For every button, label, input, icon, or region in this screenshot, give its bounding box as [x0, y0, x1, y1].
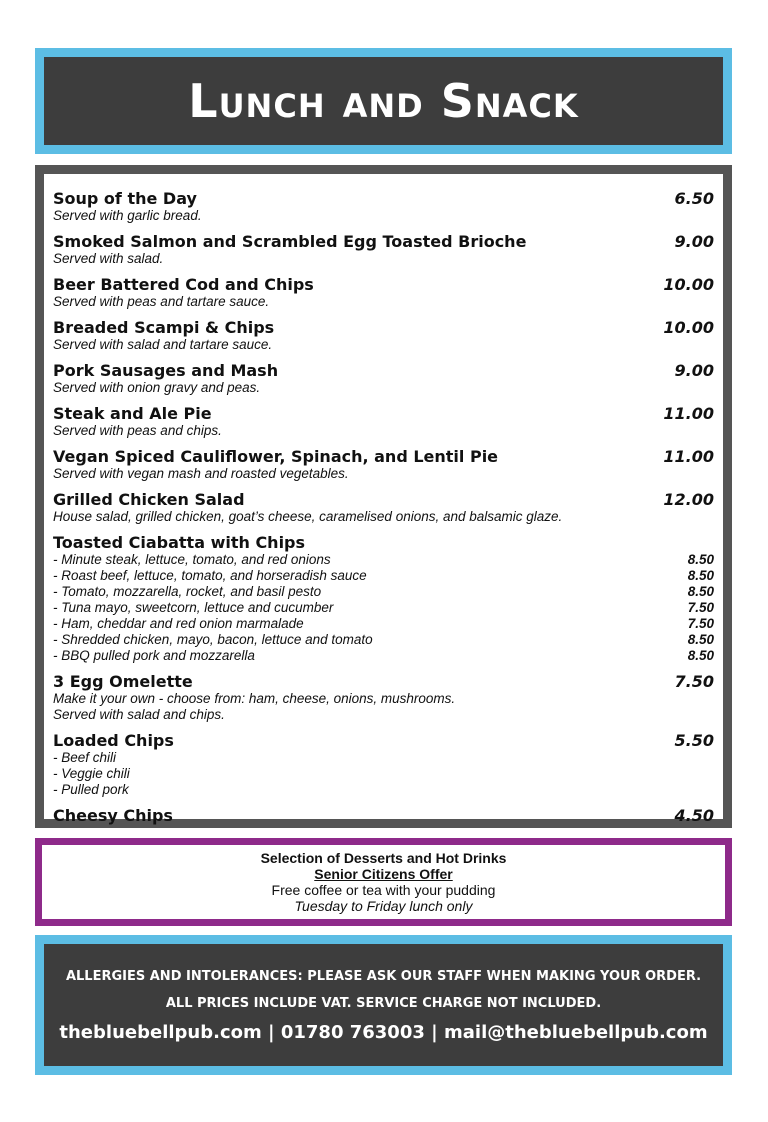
option-price: 8.50 [687, 584, 714, 599]
dessert-offer-panel [35, 838, 732, 926]
item-name: Beer Battered Cod and Chips [53, 275, 314, 294]
vat-notice: ALL PRICES INCLUDE VAT. SERVICE CHARGE NOT INCLUDED. [165, 995, 602, 1011]
item-name: Breaded Scampi & Chips [53, 318, 275, 337]
loaded-option: - Beef chili [53, 750, 117, 765]
item-name: Pork Sausages and Mash [53, 361, 279, 380]
item-description: Served with salad. [53, 251, 164, 266]
option-label: - Tuna mayo, sweetcorn, lettuce and cucumber [53, 600, 334, 615]
option-price: 8.50 [687, 648, 714, 663]
item-description: Served with salad and chips. [53, 707, 225, 722]
item-price: 11.00 [663, 404, 714, 423]
offer-text: Free coffee or tea with your pudding [271, 882, 496, 898]
option-price: 7.50 [687, 600, 714, 615]
item-name: Toasted Ciabatta with Chips [53, 533, 306, 552]
item-name: 3 Egg Omelette [53, 672, 193, 691]
option-label: - Shredded chicken, mayo, bacon, lettuce and tomato [53, 632, 373, 647]
item-name: Cheesy Chips [53, 806, 173, 825]
menu-item-cod [53, 276, 714, 310]
item-price: 10.00 [663, 318, 714, 337]
offer-title: Selection of Desserts and Hot Drinks [260, 850, 507, 866]
item-price: 12.00 [663, 490, 714, 509]
item-price: 5.50 [674, 731, 714, 750]
item-price: 9.00 [674, 232, 714, 251]
option-label: - Roast beef, lettuce, tomato, and horseradish sauce [53, 568, 367, 583]
menu-item-chicken-salad [53, 491, 714, 525]
ciabatta-option [53, 600, 714, 616]
item-price: 10.00 [663, 275, 714, 294]
item-price: 4.50 [674, 806, 714, 825]
option-label: - BBQ pulled pork and mozzarella [53, 648, 255, 663]
item-price: 9.00 [674, 361, 714, 380]
item-name: Soup of the Day [53, 189, 197, 208]
option-label: - Minute steak, lettuce, tomato, and red onions [53, 552, 331, 567]
item-description: Served with garlic bread. [53, 208, 202, 223]
item-name: Steak and Ale Pie [53, 404, 212, 423]
ciabatta-option [53, 584, 714, 600]
option-price: 8.50 [687, 632, 714, 647]
item-description: Served with vegan mash and roasted vegetables. [53, 466, 349, 481]
title-banner [35, 48, 732, 154]
item-description: House salad, grilled chicken, goat’s cheese, caramelised onions, and balsamic glaze. [53, 509, 563, 524]
item-description: Make it your own - choose from: ham, cheese, onions, mushrooms. [53, 691, 456, 706]
page-title: Lunch and Snack [188, 74, 579, 128]
ciabatta-option [53, 568, 714, 584]
menu-item-omelette [53, 673, 714, 723]
item-price: 7.50 [674, 672, 714, 691]
option-label: - Ham, cheddar and red onion marmalade [53, 616, 304, 631]
footer-banner [35, 935, 732, 1075]
menu-item-loaded-chips [53, 732, 714, 798]
option-price: 8.50 [687, 568, 714, 583]
allergy-notice: ALLERGIES AND INTOLERANCES: PLEASE ASK OUR STAFF WHEN MAKING YOUR ORDER. [65, 968, 702, 984]
item-description: Served with peas and chips. [53, 423, 222, 438]
item-name: Grilled Chicken Salad [53, 490, 245, 509]
item-description: Served with onion gravy and peas. [53, 380, 261, 395]
menu-item-vegan-pie [53, 448, 714, 482]
menu-panel [35, 165, 732, 828]
menu-item-ciabatta [53, 534, 714, 664]
ciabatta-option [53, 616, 714, 632]
offer-note: Tuesday to Friday lunch only [294, 898, 473, 914]
loaded-option: - Veggie chili [53, 766, 130, 781]
contact-info: thebluebellpub.com | 01780 763003 | mail@thebluebellpub.com [59, 1021, 708, 1043]
ciabatta-option [53, 648, 714, 664]
option-label: - Tomato, mozzarella, rocket, and basil pesto [53, 584, 322, 599]
item-price: 6.50 [674, 189, 714, 208]
option-price: 7.50 [687, 616, 714, 631]
option-price: 8.50 [687, 552, 714, 567]
menu-item-salmon [53, 233, 714, 267]
item-price: 11.00 [663, 447, 714, 466]
menu-item-pie [53, 405, 714, 439]
item-description: Served with salad and tartare sauce. [53, 337, 273, 352]
item-name: Loaded Chips [53, 731, 174, 750]
menu-item-sausages [53, 362, 714, 396]
loaded-option: - Pulled pork [53, 782, 129, 797]
ciabatta-option [53, 552, 714, 568]
menu-item-scampi [53, 319, 714, 353]
item-name: Smoked Salmon and Scrambled Egg Toasted Brioche [53, 232, 527, 251]
item-name: Vegan Spiced Cauliflower, Spinach, and Lentil Pie [53, 447, 499, 466]
menu-item-soup [53, 190, 714, 224]
ciabatta-option [53, 632, 714, 648]
menu-item-cheesy-chips [53, 807, 714, 825]
offer-subtitle: Senior Citizens Offer [314, 866, 453, 882]
item-description: Served with peas and tartare sauce. [53, 294, 270, 309]
